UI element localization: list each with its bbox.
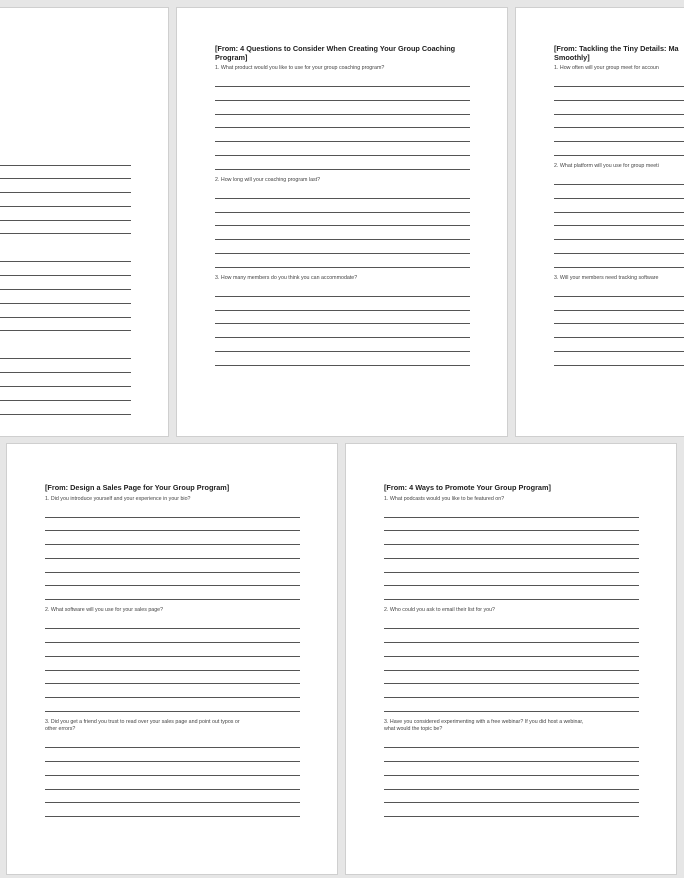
answer-line[interactable]	[45, 531, 300, 545]
answer-line[interactable]	[384, 643, 639, 657]
answer-line[interactable]	[0, 318, 131, 332]
answer-lines[interactable]	[0, 346, 131, 415]
answer-lines[interactable]	[554, 283, 684, 366]
answer-line[interactable]	[215, 87, 470, 101]
answer-line[interactable]	[384, 698, 639, 712]
answer-line[interactable]	[45, 776, 300, 790]
answer-line[interactable]	[45, 586, 300, 600]
answer-line[interactable]	[215, 240, 470, 254]
question-block	[554, 163, 684, 268]
workbook-page-1	[0, 7, 169, 437]
question-block	[45, 607, 300, 712]
answer-line[interactable]	[0, 290, 131, 304]
workbook-page-2	[176, 7, 508, 437]
answer-line[interactable]	[0, 193, 131, 207]
answer-line[interactable]	[0, 346, 131, 360]
answer-lines[interactable]	[215, 185, 470, 268]
answer-line[interactable]	[45, 671, 300, 685]
question-text	[0, 337, 131, 344]
workbook-title	[0, 45, 133, 89]
answer-line[interactable]	[554, 171, 684, 185]
answer-line[interactable]	[215, 185, 470, 199]
answer-lines[interactable]	[0, 152, 131, 235]
question-text: 1. What product would you like to use for your group coaching program?	[215, 65, 385, 71]
question-block	[45, 719, 300, 817]
answer-line[interactable]	[215, 115, 470, 129]
answer-line[interactable]	[384, 790, 639, 804]
answer-lines[interactable]	[554, 73, 684, 156]
answer-line[interactable]	[215, 142, 470, 156]
answer-lines[interactable]	[215, 73, 470, 170]
answer-line[interactable]	[554, 311, 684, 325]
section-heading: [From: 4 Questions to Consider When Creating Your Group Coaching Program]	[215, 44, 456, 62]
answer-line[interactable]	[384, 531, 639, 545]
answer-line[interactable]	[0, 152, 131, 166]
question-text: 2. Who could you ask to email their list for you?	[384, 607, 495, 614]
answer-line[interactable]	[45, 573, 300, 587]
answer-line[interactable]	[554, 199, 684, 213]
answer-line[interactable]	[554, 73, 684, 87]
question-text: 1. What podcasts would you like to be featured on?	[384, 495, 505, 502]
answer-line[interactable]	[384, 748, 639, 762]
answer-line[interactable]	[215, 199, 470, 213]
answer-line[interactable]	[215, 311, 470, 325]
answer-lines[interactable]	[384, 615, 639, 712]
question-block	[0, 144, 131, 235]
question-block	[215, 275, 470, 366]
answer-line[interactable]	[45, 615, 300, 629]
question-text: 3. How many members do you think you can accommodate?	[215, 274, 358, 281]
answer-lines[interactable]	[0, 249, 131, 332]
answer-line[interactable]	[384, 684, 639, 698]
answer-line[interactable]	[554, 352, 684, 366]
answer-line[interactable]	[215, 324, 470, 338]
intro-line	[0, 96, 131, 104]
answer-line[interactable]	[45, 698, 300, 712]
answer-line[interactable]	[45, 803, 300, 817]
answer-lines[interactable]	[384, 734, 639, 817]
workbook-page-4	[6, 443, 338, 875]
answer-line[interactable]	[0, 373, 131, 387]
answer-lines[interactable]	[45, 615, 300, 712]
answer-lines[interactable]	[215, 283, 470, 366]
answer-line[interactable]	[45, 629, 300, 643]
answer-line[interactable]	[45, 762, 300, 776]
intro-text	[0, 96, 131, 120]
answer-line[interactable]	[554, 185, 684, 199]
answer-line[interactable]	[554, 240, 684, 254]
answer-line[interactable]	[384, 615, 639, 629]
answer-line[interactable]	[384, 734, 639, 748]
question-block	[0, 337, 131, 414]
answer-line[interactable]	[554, 87, 684, 101]
answer-line[interactable]	[554, 115, 684, 129]
answer-line[interactable]	[45, 518, 300, 532]
answer-line[interactable]	[45, 559, 300, 573]
question-block	[215, 65, 470, 170]
answer-line[interactable]	[45, 504, 300, 518]
answer-line[interactable]	[384, 586, 639, 600]
question-text: 3. Will your members need tracking software	[554, 274, 659, 281]
section-heading: [From: Tackling the Tiny Details: Ma Smoothly]	[554, 44, 679, 62]
section-heading: [From: Design a Sales Page for Your Group Program]	[45, 483, 230, 492]
answer-line[interactable]	[45, 734, 300, 748]
answer-line[interactable]	[0, 304, 131, 318]
answer-line[interactable]	[215, 213, 470, 227]
answer-line[interactable]	[0, 262, 131, 276]
question-block	[384, 496, 639, 601]
question-block	[0, 240, 131, 331]
section-heading	[0, 132, 131, 141]
answer-line[interactable]	[45, 643, 300, 657]
question-block	[384, 607, 639, 712]
answer-line[interactable]	[554, 324, 684, 338]
answer-line[interactable]	[45, 657, 300, 671]
workbook-page-5	[345, 443, 677, 875]
question-text: 2. What platform will you use for group meeti	[554, 162, 659, 169]
question-text: 3. Have you considered experimenting with a free webinar? If you did host a webinar, what would the topic be?	[384, 719, 584, 733]
answer-line[interactable]	[45, 748, 300, 762]
answer-line[interactable]	[215, 283, 470, 297]
answer-line[interactable]	[45, 790, 300, 804]
workbook-page-3	[515, 7, 684, 437]
answer-lines[interactable]	[384, 504, 639, 601]
answer-line[interactable]	[384, 518, 639, 532]
answer-line[interactable]	[384, 629, 639, 643]
answer-line[interactable]	[45, 545, 300, 559]
answer-line[interactable]	[554, 226, 684, 240]
answer-line[interactable]	[215, 297, 470, 311]
answer-line[interactable]	[554, 283, 684, 297]
question-text	[0, 240, 131, 247]
answer-line[interactable]	[384, 671, 639, 685]
section-heading: [From: 4 Ways to Promote Your Group Program]	[384, 483, 551, 492]
answer-line[interactable]	[554, 338, 684, 352]
question-text: 3. Did you get a friend you trust to read over your sales page and point out typos or other errors?	[45, 719, 240, 733]
answer-line[interactable]	[384, 504, 639, 518]
answer-line[interactable]	[384, 762, 639, 776]
question-text: 1. How often will your group meet for accoun	[554, 65, 659, 71]
answer-line[interactable]	[215, 128, 470, 142]
answer-line[interactable]	[0, 166, 131, 180]
intro-line	[0, 104, 131, 112]
answer-line[interactable]	[554, 297, 684, 311]
question-text: 2. How long will your coaching program last?	[215, 176, 321, 183]
answer-line[interactable]	[215, 101, 470, 115]
question-block	[45, 496, 300, 601]
answer-line[interactable]	[45, 684, 300, 698]
answer-line[interactable]	[0, 276, 131, 290]
answer-line[interactable]	[0, 401, 131, 415]
question-block	[554, 65, 684, 156]
answer-line[interactable]	[0, 359, 131, 373]
answer-line[interactable]	[554, 101, 684, 115]
question-block	[554, 275, 684, 366]
answer-line[interactable]	[215, 338, 470, 352]
answer-line[interactable]	[384, 776, 639, 790]
answer-line[interactable]	[0, 249, 131, 263]
answer-line[interactable]	[554, 142, 684, 156]
answer-line[interactable]	[384, 559, 639, 573]
answer-line[interactable]	[384, 657, 639, 671]
answer-line[interactable]	[215, 254, 470, 268]
answer-line[interactable]	[0, 179, 131, 193]
answer-line[interactable]	[215, 73, 470, 87]
answer-lines[interactable]	[45, 504, 300, 601]
answer-line[interactable]	[0, 387, 131, 401]
answer-lines[interactable]	[554, 171, 684, 268]
question-text	[0, 144, 131, 151]
answer-line[interactable]	[384, 545, 639, 559]
answer-line[interactable]	[0, 221, 131, 235]
answer-line[interactable]	[554, 213, 684, 227]
answer-lines[interactable]	[45, 734, 300, 817]
question-text: 1. Did you introduce yourself and your experience in your bio?	[45, 495, 191, 502]
question-block	[384, 719, 639, 817]
question-text: 2. What software will you use for your sales page?	[45, 607, 164, 614]
answer-line[interactable]	[384, 573, 639, 587]
answer-line[interactable]	[554, 254, 684, 268]
answer-line[interactable]	[554, 128, 684, 142]
answer-line[interactable]	[215, 352, 470, 366]
intro-line	[0, 112, 131, 120]
answer-line[interactable]	[384, 803, 639, 817]
answer-line[interactable]	[215, 226, 470, 240]
question-block	[215, 177, 470, 268]
answer-line[interactable]	[215, 156, 470, 170]
answer-line[interactable]	[0, 207, 131, 221]
